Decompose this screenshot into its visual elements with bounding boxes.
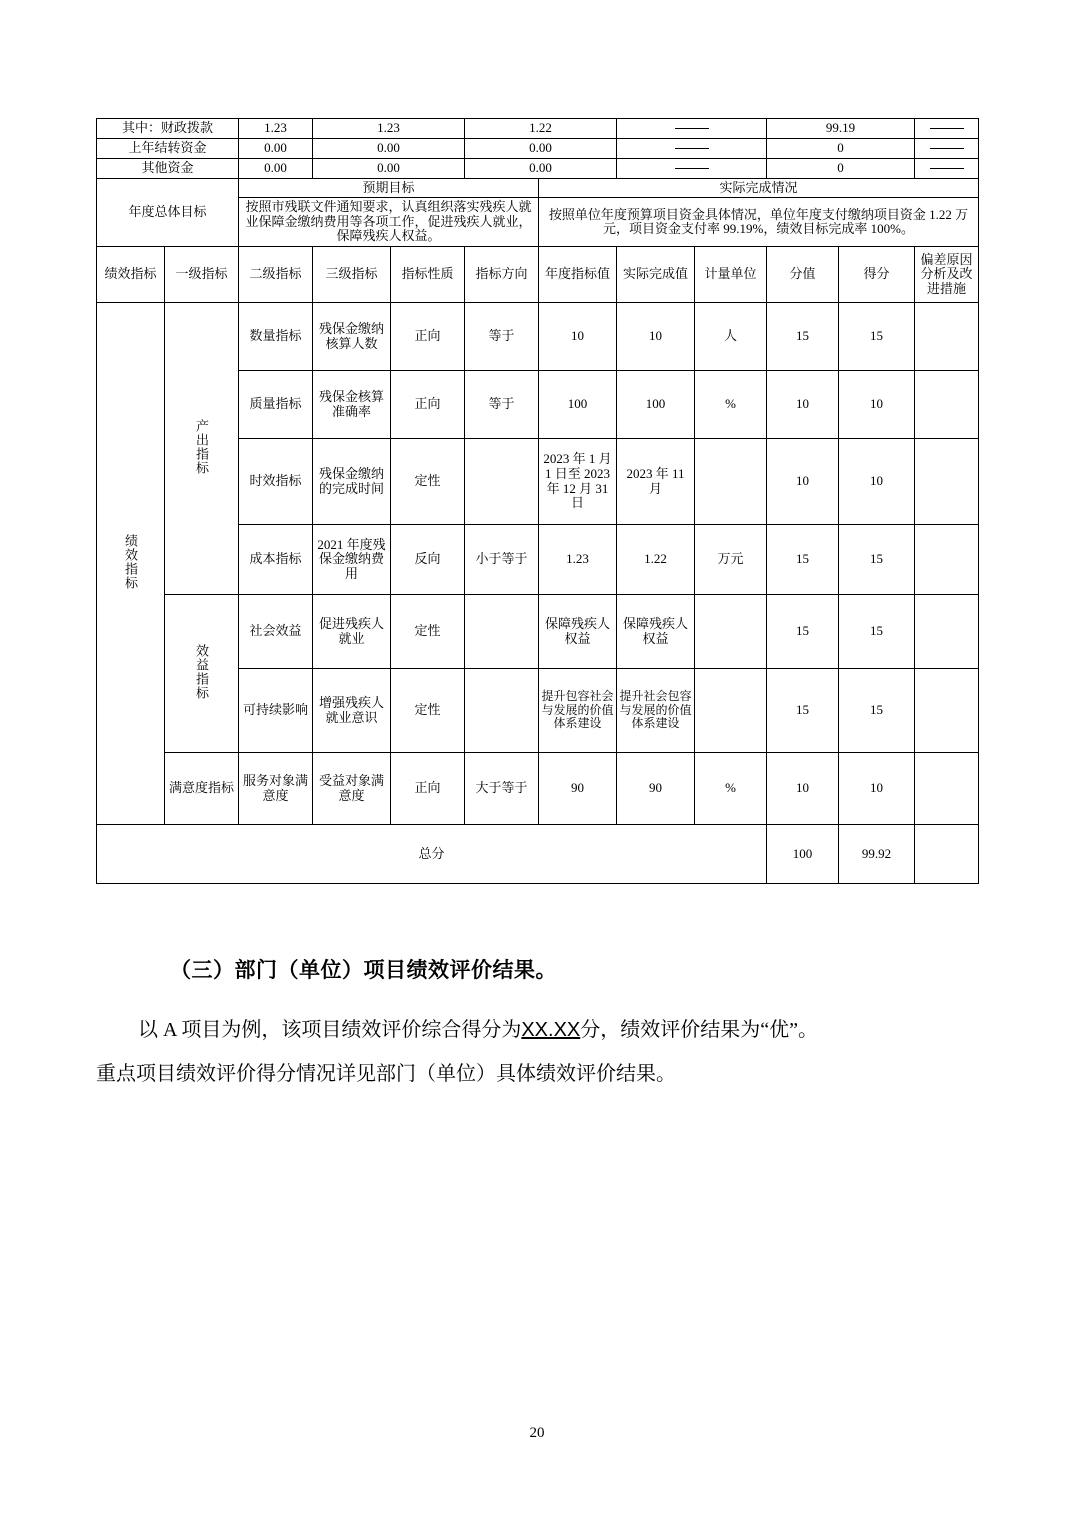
indicator-l3: 受益对象满意度 bbox=[313, 753, 391, 825]
indicator-actual: 10 bbox=[617, 303, 695, 371]
indicator-deviation bbox=[915, 753, 979, 825]
indicator-deviation bbox=[915, 303, 979, 371]
funding-rate: 0 bbox=[767, 138, 915, 158]
indicator-target: 90 bbox=[539, 753, 617, 825]
indicator-unit bbox=[695, 439, 767, 525]
indicator-score: 10 bbox=[839, 371, 915, 439]
paragraph-one-suffix: 分，绩效评价结果为“优”。 bbox=[580, 1019, 819, 1041]
indicator-direction bbox=[465, 669, 539, 753]
indicator-nature: 定性 bbox=[391, 669, 465, 753]
total-deviation bbox=[915, 825, 979, 884]
header-score: 得分 bbox=[839, 247, 915, 303]
indicator-l2: 可持续影响 bbox=[239, 669, 313, 753]
indicator-header-row bbox=[97, 247, 979, 303]
funding-budget: 0.00 bbox=[239, 158, 313, 178]
table-row bbox=[97, 138, 979, 158]
indicator-target: 1.23 bbox=[539, 525, 617, 595]
table-row bbox=[97, 119, 979, 139]
total-label: 总分 bbox=[97, 825, 767, 884]
score-placeholder: XX.XX bbox=[521, 1019, 581, 1041]
funding-budget: 1.23 bbox=[239, 119, 313, 139]
funding-label: 其中：财政拨款 bbox=[122, 120, 214, 135]
table-row bbox=[97, 595, 979, 669]
actual-goal-text: 按照单位年度预算项目资金具体情况，单位年度支付缴纳项目资金 1.22 万元，项目资金支付率 99.19%，绩效目标完成率 100%。 bbox=[539, 198, 979, 247]
funding-dash-2 bbox=[915, 158, 979, 178]
indicator-deviation bbox=[915, 595, 979, 669]
group-label-output-text: 产出指标 bbox=[194, 418, 209, 475]
indicator-l2: 成本指标 bbox=[239, 525, 313, 595]
paragraph-one-prefix: 以 A 项目为例，该项目绩效评价综合得分为 bbox=[138, 1019, 522, 1041]
indicator-score: 15 bbox=[839, 669, 915, 753]
funding-actual: 1.22 bbox=[465, 119, 617, 139]
indicator-score-max: 15 bbox=[767, 303, 839, 371]
group-label-satisfaction-text: 满意度指标 bbox=[169, 780, 235, 796]
indicator-actual: 1.22 bbox=[617, 525, 695, 595]
table-row bbox=[97, 158, 979, 178]
table-row bbox=[97, 303, 979, 371]
indicator-unit: 人 bbox=[695, 303, 767, 371]
funding-dash-2 bbox=[915, 138, 979, 158]
header-level2: 二级指标 bbox=[239, 247, 313, 303]
paragraph-two: 重点项目绩效评价得分情况详见部门（单位）具体绩效评价结果。 bbox=[96, 1063, 676, 1085]
indicator-score-max: 10 bbox=[767, 439, 839, 525]
funding-budget: 0.00 bbox=[239, 138, 313, 158]
indicator-score-max: 10 bbox=[767, 753, 839, 825]
indicator-unit bbox=[695, 669, 767, 753]
indicator-deviation bbox=[915, 525, 979, 595]
indicator-actual: 保障残疾人权益 bbox=[617, 595, 695, 669]
funding-label: 上年结转资金 bbox=[128, 139, 207, 155]
indicator-target: 100 bbox=[539, 371, 617, 439]
indicator-actual: 2023 年 11 月 bbox=[617, 439, 695, 525]
indicator-unit: 万元 bbox=[695, 525, 767, 595]
indicator-actual: 90 bbox=[617, 753, 695, 825]
indicator-nature: 正向 bbox=[391, 371, 465, 439]
page-number: 20 bbox=[529, 1425, 545, 1441]
indicator-score-max: 15 bbox=[767, 595, 839, 669]
indicator-l3: 残保金缴纳的完成时间 bbox=[313, 439, 391, 525]
indicator-l3: 残保金缴纳核算人数 bbox=[313, 303, 391, 371]
indicator-unit: % bbox=[695, 371, 767, 439]
indicator-nature: 反向 bbox=[391, 525, 465, 595]
indicator-unit bbox=[695, 595, 767, 669]
row-group-label bbox=[97, 303, 165, 825]
header-target: 年度指标值 bbox=[539, 247, 617, 303]
indicator-target: 2023 年 1 月 1 日至 2023 年 12 月 31 日 bbox=[539, 439, 617, 525]
group-label-output bbox=[165, 303, 239, 595]
indicator-direction: 大于等于 bbox=[465, 753, 539, 825]
header-level1: 一级指标 bbox=[165, 247, 239, 303]
annual-goal-header-row bbox=[97, 178, 979, 198]
indicator-direction: 等于 bbox=[465, 303, 539, 371]
expected-goal-header: 预期目标 bbox=[239, 178, 539, 198]
indicator-nature: 正向 bbox=[391, 303, 465, 371]
indicator-actual: 100 bbox=[617, 371, 695, 439]
indicator-score: 15 bbox=[839, 303, 915, 371]
actual-goal-header: 实际完成情况 bbox=[539, 178, 979, 198]
funding-rate: 99.19 bbox=[767, 119, 915, 139]
indicator-deviation bbox=[915, 371, 979, 439]
indicator-score-max: 15 bbox=[767, 525, 839, 595]
group-label-benefit-text: 效益指标 bbox=[194, 643, 209, 700]
indicator-direction: 小于等于 bbox=[465, 525, 539, 595]
indicator-l3: 增强残疾人就业意识 bbox=[313, 669, 391, 753]
total-score: 99.92 bbox=[839, 825, 915, 884]
indicator-l3: 促进残疾人就业 bbox=[313, 595, 391, 669]
header-score-max: 分值 bbox=[767, 247, 839, 303]
indicator-l2: 社会效益 bbox=[239, 595, 313, 669]
funding-label-cell bbox=[97, 138, 239, 158]
funding-label-cell bbox=[97, 119, 239, 139]
annual-goal-label: 年度总体目标 bbox=[97, 178, 239, 246]
section-heading: （三）部门（单位）项目绩效评价结果。 bbox=[170, 959, 557, 982]
indicator-actual: 提升社会包容与发展的价值体系建设 bbox=[617, 669, 695, 753]
funding-dash-2 bbox=[915, 119, 979, 139]
indicator-direction: 等于 bbox=[465, 371, 539, 439]
header-direction: 指标方向 bbox=[465, 247, 539, 303]
indicator-target: 提升包容社会与发展的价值体系建设 bbox=[539, 669, 617, 753]
group-label-benefit bbox=[165, 595, 239, 753]
indicator-deviation bbox=[915, 439, 979, 525]
indicator-direction bbox=[465, 595, 539, 669]
indicator-score-max: 10 bbox=[767, 371, 839, 439]
funding-label: 其他资金 bbox=[141, 159, 194, 175]
funding-adjusted: 1.23 bbox=[313, 119, 465, 139]
indicator-target: 保障残疾人权益 bbox=[539, 595, 617, 669]
header-unit: 计量单位 bbox=[695, 247, 767, 303]
performance-table bbox=[96, 118, 979, 884]
group-label-satisfaction bbox=[165, 753, 239, 825]
funding-label-cell bbox=[97, 158, 239, 178]
indicator-l2: 数量指标 bbox=[239, 303, 313, 371]
header-actual: 实际完成值 bbox=[617, 247, 695, 303]
indicator-l2: 时效指标 bbox=[239, 439, 313, 525]
indicator-direction bbox=[465, 439, 539, 525]
row-group-label-text: 绩效指标 bbox=[123, 533, 138, 590]
header-nature: 指标性质 bbox=[391, 247, 465, 303]
indicator-score: 10 bbox=[839, 753, 915, 825]
table-row bbox=[97, 753, 979, 825]
total-row bbox=[97, 825, 979, 884]
indicator-nature: 正向 bbox=[391, 753, 465, 825]
funding-rate: 0 bbox=[767, 158, 915, 178]
indicator-l3: 残保金核算准确率 bbox=[313, 371, 391, 439]
total-score-max: 100 bbox=[767, 825, 839, 884]
indicator-nature: 定性 bbox=[391, 439, 465, 525]
header-level3: 三级指标 bbox=[313, 247, 391, 303]
funding-adjusted: 0.00 bbox=[313, 138, 465, 158]
indicator-score: 15 bbox=[839, 595, 915, 669]
indicator-l2: 质量指标 bbox=[239, 371, 313, 439]
indicator-deviation bbox=[915, 669, 979, 753]
expected-goal-text: 按照市残联文件通知要求，认真组织落实残疾人就业保障金缴纳费用等各项工作，促进残疾人就业，保障残疾人权益。 bbox=[239, 198, 539, 247]
funding-adjusted: 0.00 bbox=[313, 158, 465, 178]
indicator-unit: % bbox=[695, 753, 767, 825]
indicator-nature: 定性 bbox=[391, 595, 465, 669]
indicator-score-max: 15 bbox=[767, 669, 839, 753]
indicator-l2: 服务对象满意度 bbox=[239, 753, 313, 825]
indicator-l3: 2021 年度残保金缴纳费用 bbox=[313, 525, 391, 595]
indicator-score: 15 bbox=[839, 525, 915, 595]
funding-actual: 0.00 bbox=[465, 158, 617, 178]
paragraph-one bbox=[96, 1010, 978, 1050]
indicator-score: 10 bbox=[839, 439, 915, 525]
indicator-target: 10 bbox=[539, 303, 617, 371]
funding-dash-1 bbox=[617, 138, 767, 158]
funding-dash-1 bbox=[617, 119, 767, 139]
header-perf-indicator: 绩效指标 bbox=[97, 247, 165, 303]
funding-actual: 0.00 bbox=[465, 138, 617, 158]
header-deviation: 偏差原因分析及改进措施 bbox=[915, 247, 979, 303]
funding-dash-1 bbox=[617, 158, 767, 178]
